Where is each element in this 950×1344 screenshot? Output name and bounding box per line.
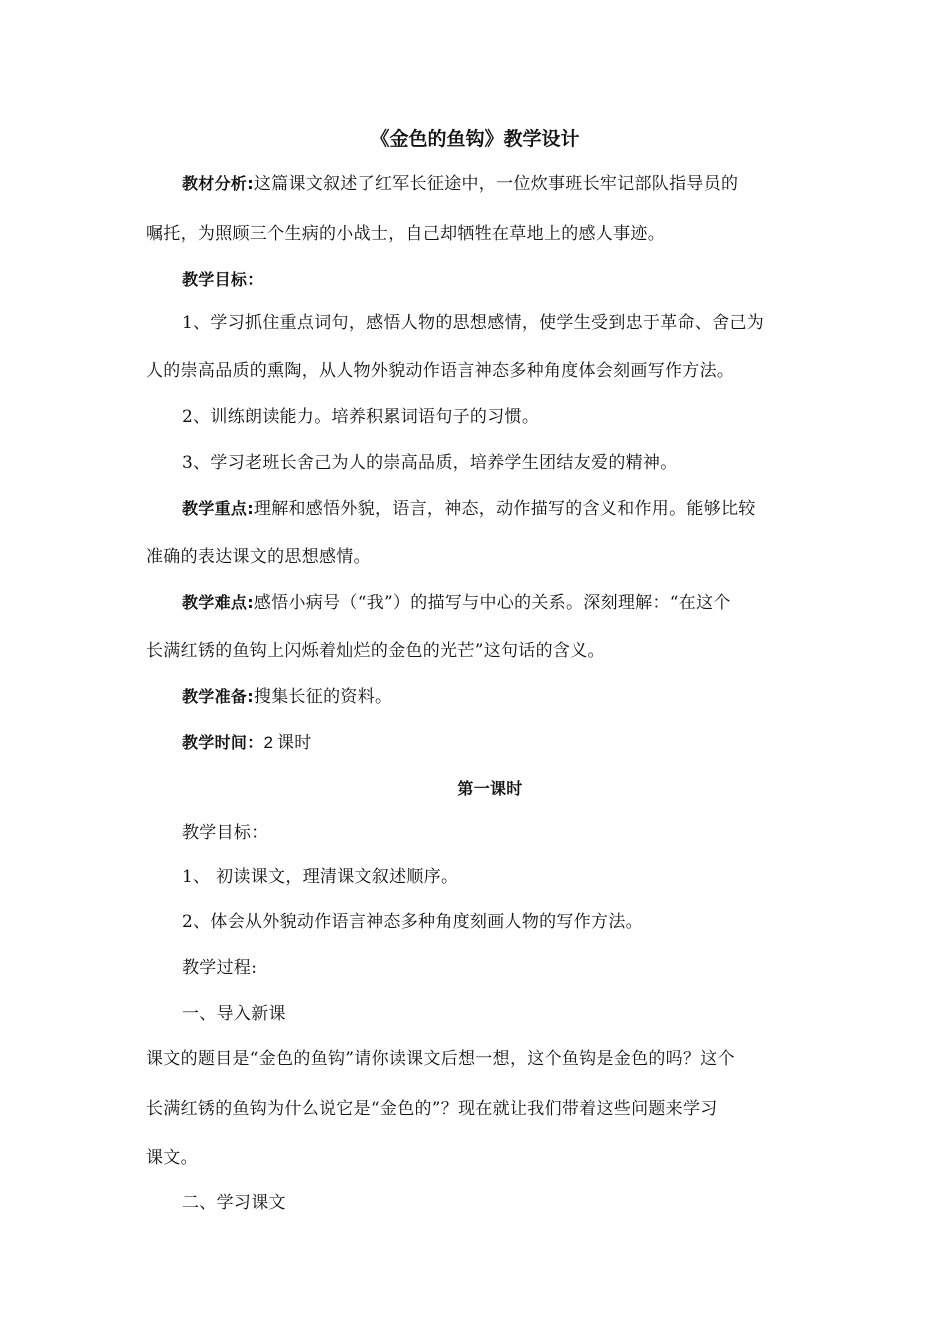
key-points-label: 教学重点:: [182, 499, 254, 518]
difficulties-text-line1: 感悟小病号（“我”）的描写与中心的关系。深刻理解：“在这个: [253, 593, 731, 613]
time-label: 教学时间：: [182, 733, 264, 752]
analysis-text-line2: 嘱托，为照顾三个生病的小战士，自己却牺牲在草地上的感人事迹。: [146, 224, 665, 244]
lesson1-step2-heading: 二、学习课文: [182, 1193, 286, 1213]
preparation-text: 搜集长征的资料。: [253, 687, 393, 707]
time-value: 2: [263, 733, 274, 752]
goal-item1-line2: 人的崇高品质的熏陶，从人物外貌动作语言神态多种角度体会刻画写作方法。: [146, 361, 735, 381]
analysis-paragraph-line1: [182, 172, 846, 196]
lesson1-step1-line2: 长满红锈的鱼钩为什么说它是“金色的”？现在就让我们带着这些问题来学习: [146, 1099, 718, 1119]
time-unit: 课时: [276, 733, 312, 753]
key-points-text-line2: 准确的表达课文的思想感情。: [146, 547, 371, 567]
lesson1-goals-label: 教学目标：: [182, 823, 269, 843]
analysis-text-line1: 这篇课文叙述了红军长征途中，一位炊事班长牢记部队指导员的: [253, 174, 739, 194]
goal-item1-line1: 1、学习抓住重点词句，感悟人物的思想感情，使学生受到忠于革命、舍己为: [182, 313, 765, 333]
lesson1-goal2: 2、体会从外貌动作语言神态多种角度刻画人物的写作方法。: [182, 912, 643, 932]
goal-item2: 2、训练朗读能力。培养积累词语句子的习惯。: [182, 407, 540, 427]
difficulties-text-line2: 长满红锈的鱼钩上闪烁着灿烂的金色的光芒”这句话的含义。: [146, 641, 605, 661]
goals-label: 教学目标：: [182, 270, 264, 289]
lesson1-step1-line3: 课文。: [146, 1148, 198, 1168]
lesson1-goal1: 1、 初读课文，理清课文叙述顺序。: [182, 867, 459, 887]
key-points-line1: [182, 497, 846, 521]
goal-item3: 3、学习老班长舍己为人的崇高品质，培养学生团结友爱的精神。: [182, 453, 678, 473]
preparation-label: 教学准备:: [182, 687, 254, 706]
analysis-label: 教材分析:: [182, 174, 254, 193]
time-line: [182, 731, 846, 755]
difficulties-line1: [182, 591, 846, 615]
lesson1-step1-heading: 一、导入新课: [182, 1004, 286, 1024]
difficulties-label: 教学难点:: [182, 593, 254, 612]
lesson1-process-label: 教学过程:: [182, 958, 258, 978]
lesson1-step1-line1: 课文的题目是“金色的鱼钩”请你读课文后想一想，这个鱼钩是金色的吗？这个: [146, 1049, 735, 1069]
lesson1-heading: 第一课时: [457, 779, 523, 798]
document-title: 《金色的鱼钩》教学设计: [370, 128, 580, 150]
preparation-line: [182, 685, 846, 709]
key-points-text-line1: 理解和感悟外貌，语言，神态，动作描写的含义和作用。能够比较: [253, 499, 756, 519]
